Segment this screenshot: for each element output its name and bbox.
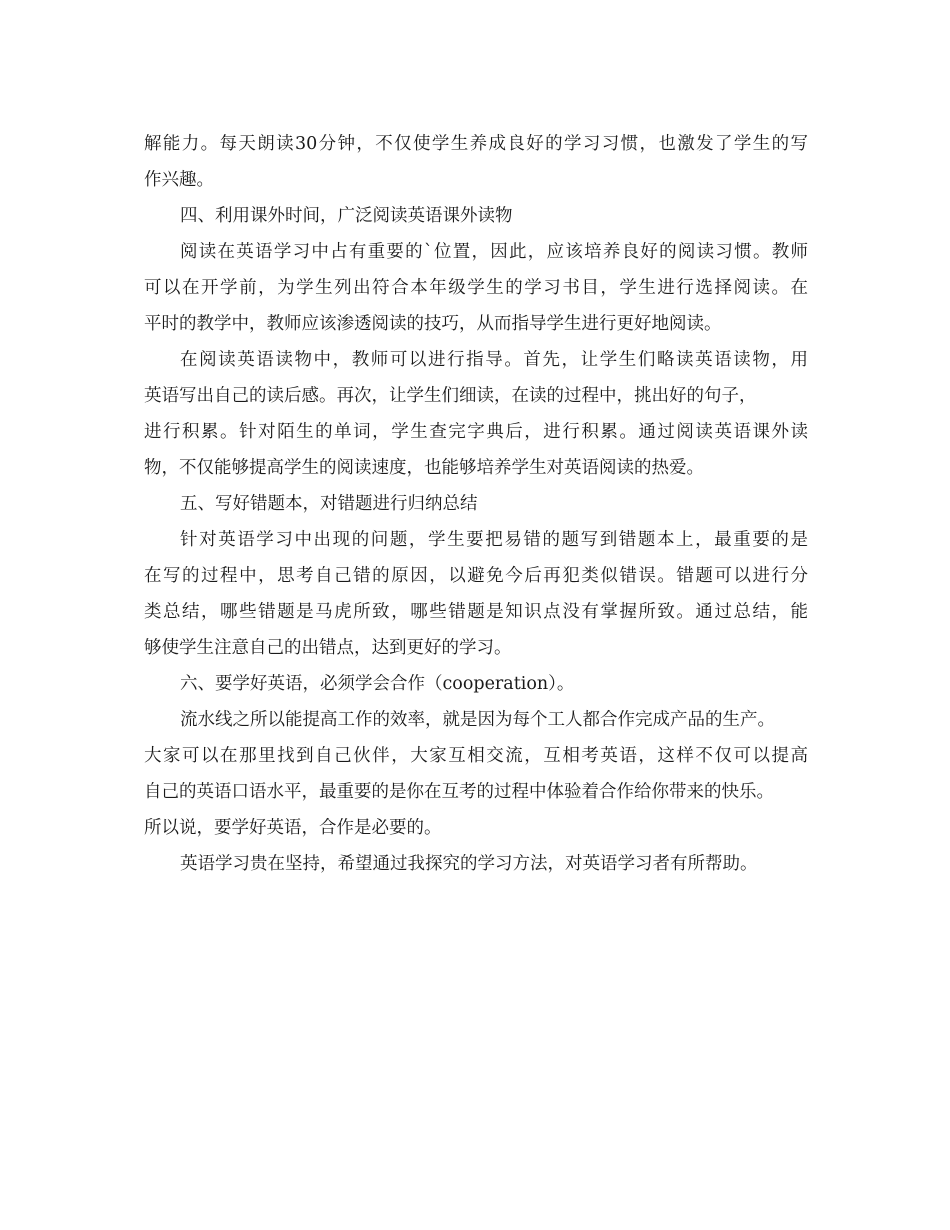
paragraph-line: 进行积累。针对陌生的单词，学生查完字典后，进行积累。通过阅读英语课外读 <box>144 422 808 442</box>
paragraph-first-line: 五、写好错题本，对错题进行归纳总结 <box>180 494 478 514</box>
paragraph-line: 平时的教学中，教师应该渗透阅读的技巧，从而指导学生进行更好地阅读。 <box>144 314 722 334</box>
paragraph-first-line: 流水线之所以能提高工作的效率，就是因为每个工人都合作完成产品的生产。 <box>180 710 775 730</box>
paragraph-first-line: 四、利用课外时间，广泛阅读英语课外读物 <box>180 206 513 226</box>
document-body <box>144 126 808 882</box>
paragraph-line: 所以说，要学好英语，合作是必要的。 <box>144 818 442 838</box>
paragraph-first-line: 在阅读英语读物中，教师可以进行指导。首先，让学生们略读英语读物，用 <box>180 350 808 370</box>
paragraph-line: 类总结，哪些错题是马虎所致，哪些错题是知识点没有掌握所致。通过总结，能 <box>144 602 808 622</box>
paragraph-line: 作兴趣。 <box>144 170 214 190</box>
paragraph-first-line: 针对英语学习中出现的问题，学生要把易错的题写到错题本上，最重要的是 <box>180 530 808 550</box>
paragraph-line: 英语写出自己的读后感。再次，让学生们细读，在读的过程中，挑出好的句子， <box>144 386 757 406</box>
paragraph-line: 解能力。每天朗读30分钟，不仅使学生养成良好的学习习惯，也激发了学生的写 <box>144 134 808 154</box>
paragraph-line: 够使学生注意自己的出错点，达到更好的学习。 <box>144 638 512 658</box>
paragraph-line: 物，不仅能够提高学生的阅读速度，也能够培养学生对英语阅读的热爱。 <box>144 458 704 478</box>
paragraph-first-line: 六、要学好英语，必须学会合作（cooperation）。 <box>180 674 575 694</box>
paragraph-line: 在写的过程中，思考自己错的原因，以避免今后再犯类似错误。错题可以进行分 <box>144 566 808 586</box>
paragraph-first-line: 英语学习贵在坚持，希望通过我探究的学习方法，对英语学习者有所帮助。 <box>180 854 758 874</box>
paragraph-first-line: 阅读在英语学习中占有重要的`位置，因此，应该培养良好的阅读习惯。教师 <box>180 242 808 262</box>
paragraph-line: 可以在开学前，为学生列出符合本年级学生的学习书目，学生进行选择阅读。在 <box>144 278 808 298</box>
paragraph-line: 大家可以在那里找到自己伙伴，大家互相交流，互相考英语，这样不仅可以提高 <box>144 746 808 766</box>
paragraph-line: 自己的英语口语水平，最重要的是你在互考的过程中体验着合作给你带来的快乐。 <box>144 782 774 802</box>
